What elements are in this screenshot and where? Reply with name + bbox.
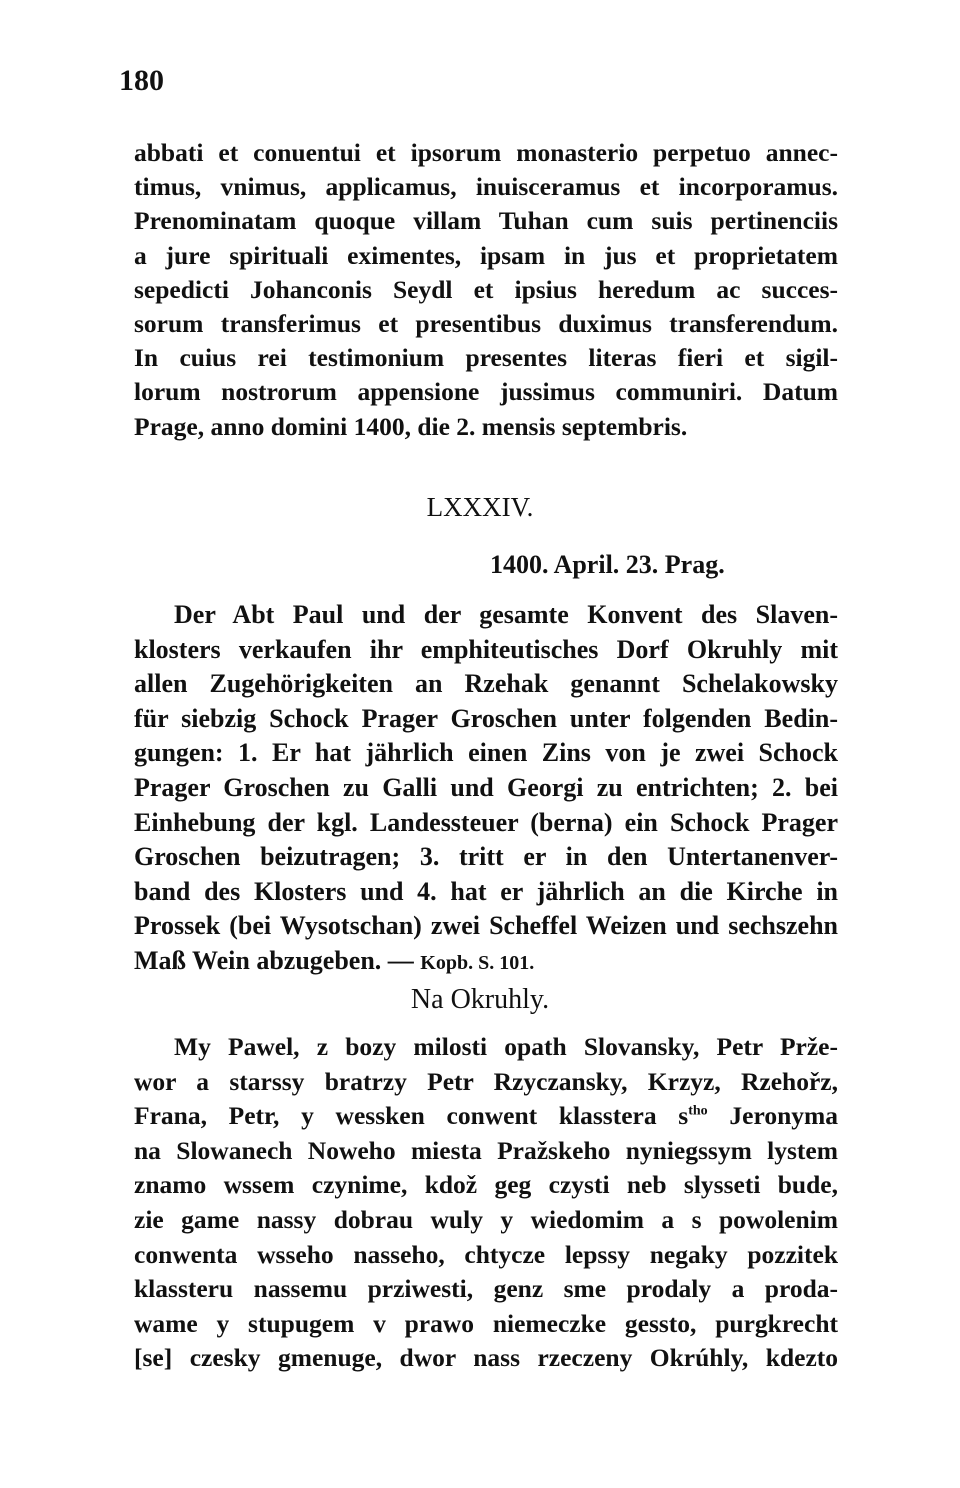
text-line: conwenta wsseho nasseho, chtycze lepssy negaky pozzitek xyxy=(134,1239,838,1269)
text-line: znamo wssem czynime, kdož geg czysti neb slysseti bude, xyxy=(134,1170,838,1200)
text-line: [se] czesky gmenuge, dwor nass rzeczeny Okrúhly, kdezto xyxy=(134,1343,838,1373)
text-line: gungen: 1. Er hat jährlich einen Zins von je zwei Schock xyxy=(134,738,838,768)
text-line: klassteru nassemu prziwesti, genz sme prodaly a proda- xyxy=(134,1274,838,1304)
text-line: wor a starssy bratrzy Petr Rzyczansky, Krzyz, Rzehořz, xyxy=(134,1066,838,1096)
german-summary xyxy=(134,598,838,979)
text-line: abbati et conuentui et ipsorum monasterio perpetuo annec- xyxy=(134,138,838,167)
text-line: lorum nostrorum appensione jussimus communiri. Datum xyxy=(134,377,838,407)
text-line: In cuius rei testimonium presentes literas fieri et sigil- xyxy=(134,343,838,373)
text-line: Einhebung der kgl. Landessteuer (berna) ein Schock Prager xyxy=(134,807,838,837)
text-line: wame y stupugem v prawo niemeczke gessto, purgkrecht xyxy=(134,1308,838,1338)
latin-paragraph xyxy=(134,136,838,444)
czech-line-end: Jeronyma xyxy=(729,1101,838,1131)
text-line: sepedicti Johanconis Seydl et ipsius heredum ac succes- xyxy=(134,274,838,304)
text-line: Prenominatam quoque villam Tuhan cum suis pertinenciis xyxy=(134,206,838,236)
text-line: a jure spirituali eximentes, ipsam in jus et proprietatem xyxy=(134,240,838,270)
text-line: zie game nassy dobrau wuly y wiedomim a s powolenim xyxy=(134,1204,838,1234)
document-number: LXXXIV. xyxy=(426,492,534,522)
text-line xyxy=(134,944,838,979)
czech-title: Na Okruhly. xyxy=(410,984,550,1015)
source-reference: Kopb. S. 101. xyxy=(420,951,535,974)
text-line: Prage, anno domini 1400, die 2. mensis septembris. xyxy=(134,411,688,441)
text-line: Prossek (bei Wysotschan) zwei Scheffel Weizen und sechszehn xyxy=(134,911,838,941)
german-last-text: Maß Wein abzugeben. — xyxy=(134,945,414,975)
text-line: Groschen beizutragen; 3. tritt er in den Untertanenver- xyxy=(134,842,838,872)
text-line: My Pawel, z bozy milosti opath Slovansky, Petr Prže- xyxy=(174,1032,838,1061)
text-line: Prager Groschen zu Galli und Georgi zu entrichten; 2. bei xyxy=(134,772,838,802)
date-place: 1400. April. 23. Prag. xyxy=(490,550,725,579)
text-line: für siebzig Schock Prager Groschen unter folgenden Bedin- xyxy=(134,703,838,733)
superscript-abbrev: tho xyxy=(688,1103,708,1119)
text-line: band des Klosters und 4. hat er jährlich an die Kirche in xyxy=(134,876,838,906)
text-line: klosters verkaufen ihr emphiteutisches Dorf Okruhly mit xyxy=(134,634,838,664)
text-line: allen Zugehörigkeiten an Rzehak genannt Schelakowsky xyxy=(134,669,838,699)
text-line xyxy=(134,1099,838,1134)
text-line: Der Abt Paul und der gesamte Konvent des Slaven- xyxy=(174,600,838,629)
text-line: timus, vnimus, applicamus, inuisceramus et incorporamus. xyxy=(134,172,838,202)
czech-paragraph xyxy=(134,1030,838,1376)
czech-line-start: Frana, Petr, y wessken conwent klasstera s xyxy=(134,1101,689,1131)
text-line: na Slowanech Noweho miesta Pražskeho nyniegssym lystem xyxy=(134,1135,838,1165)
page-number: 180 xyxy=(119,64,164,97)
text-line: sorum transferimus et presentibus duximus transferendum. xyxy=(134,308,838,338)
